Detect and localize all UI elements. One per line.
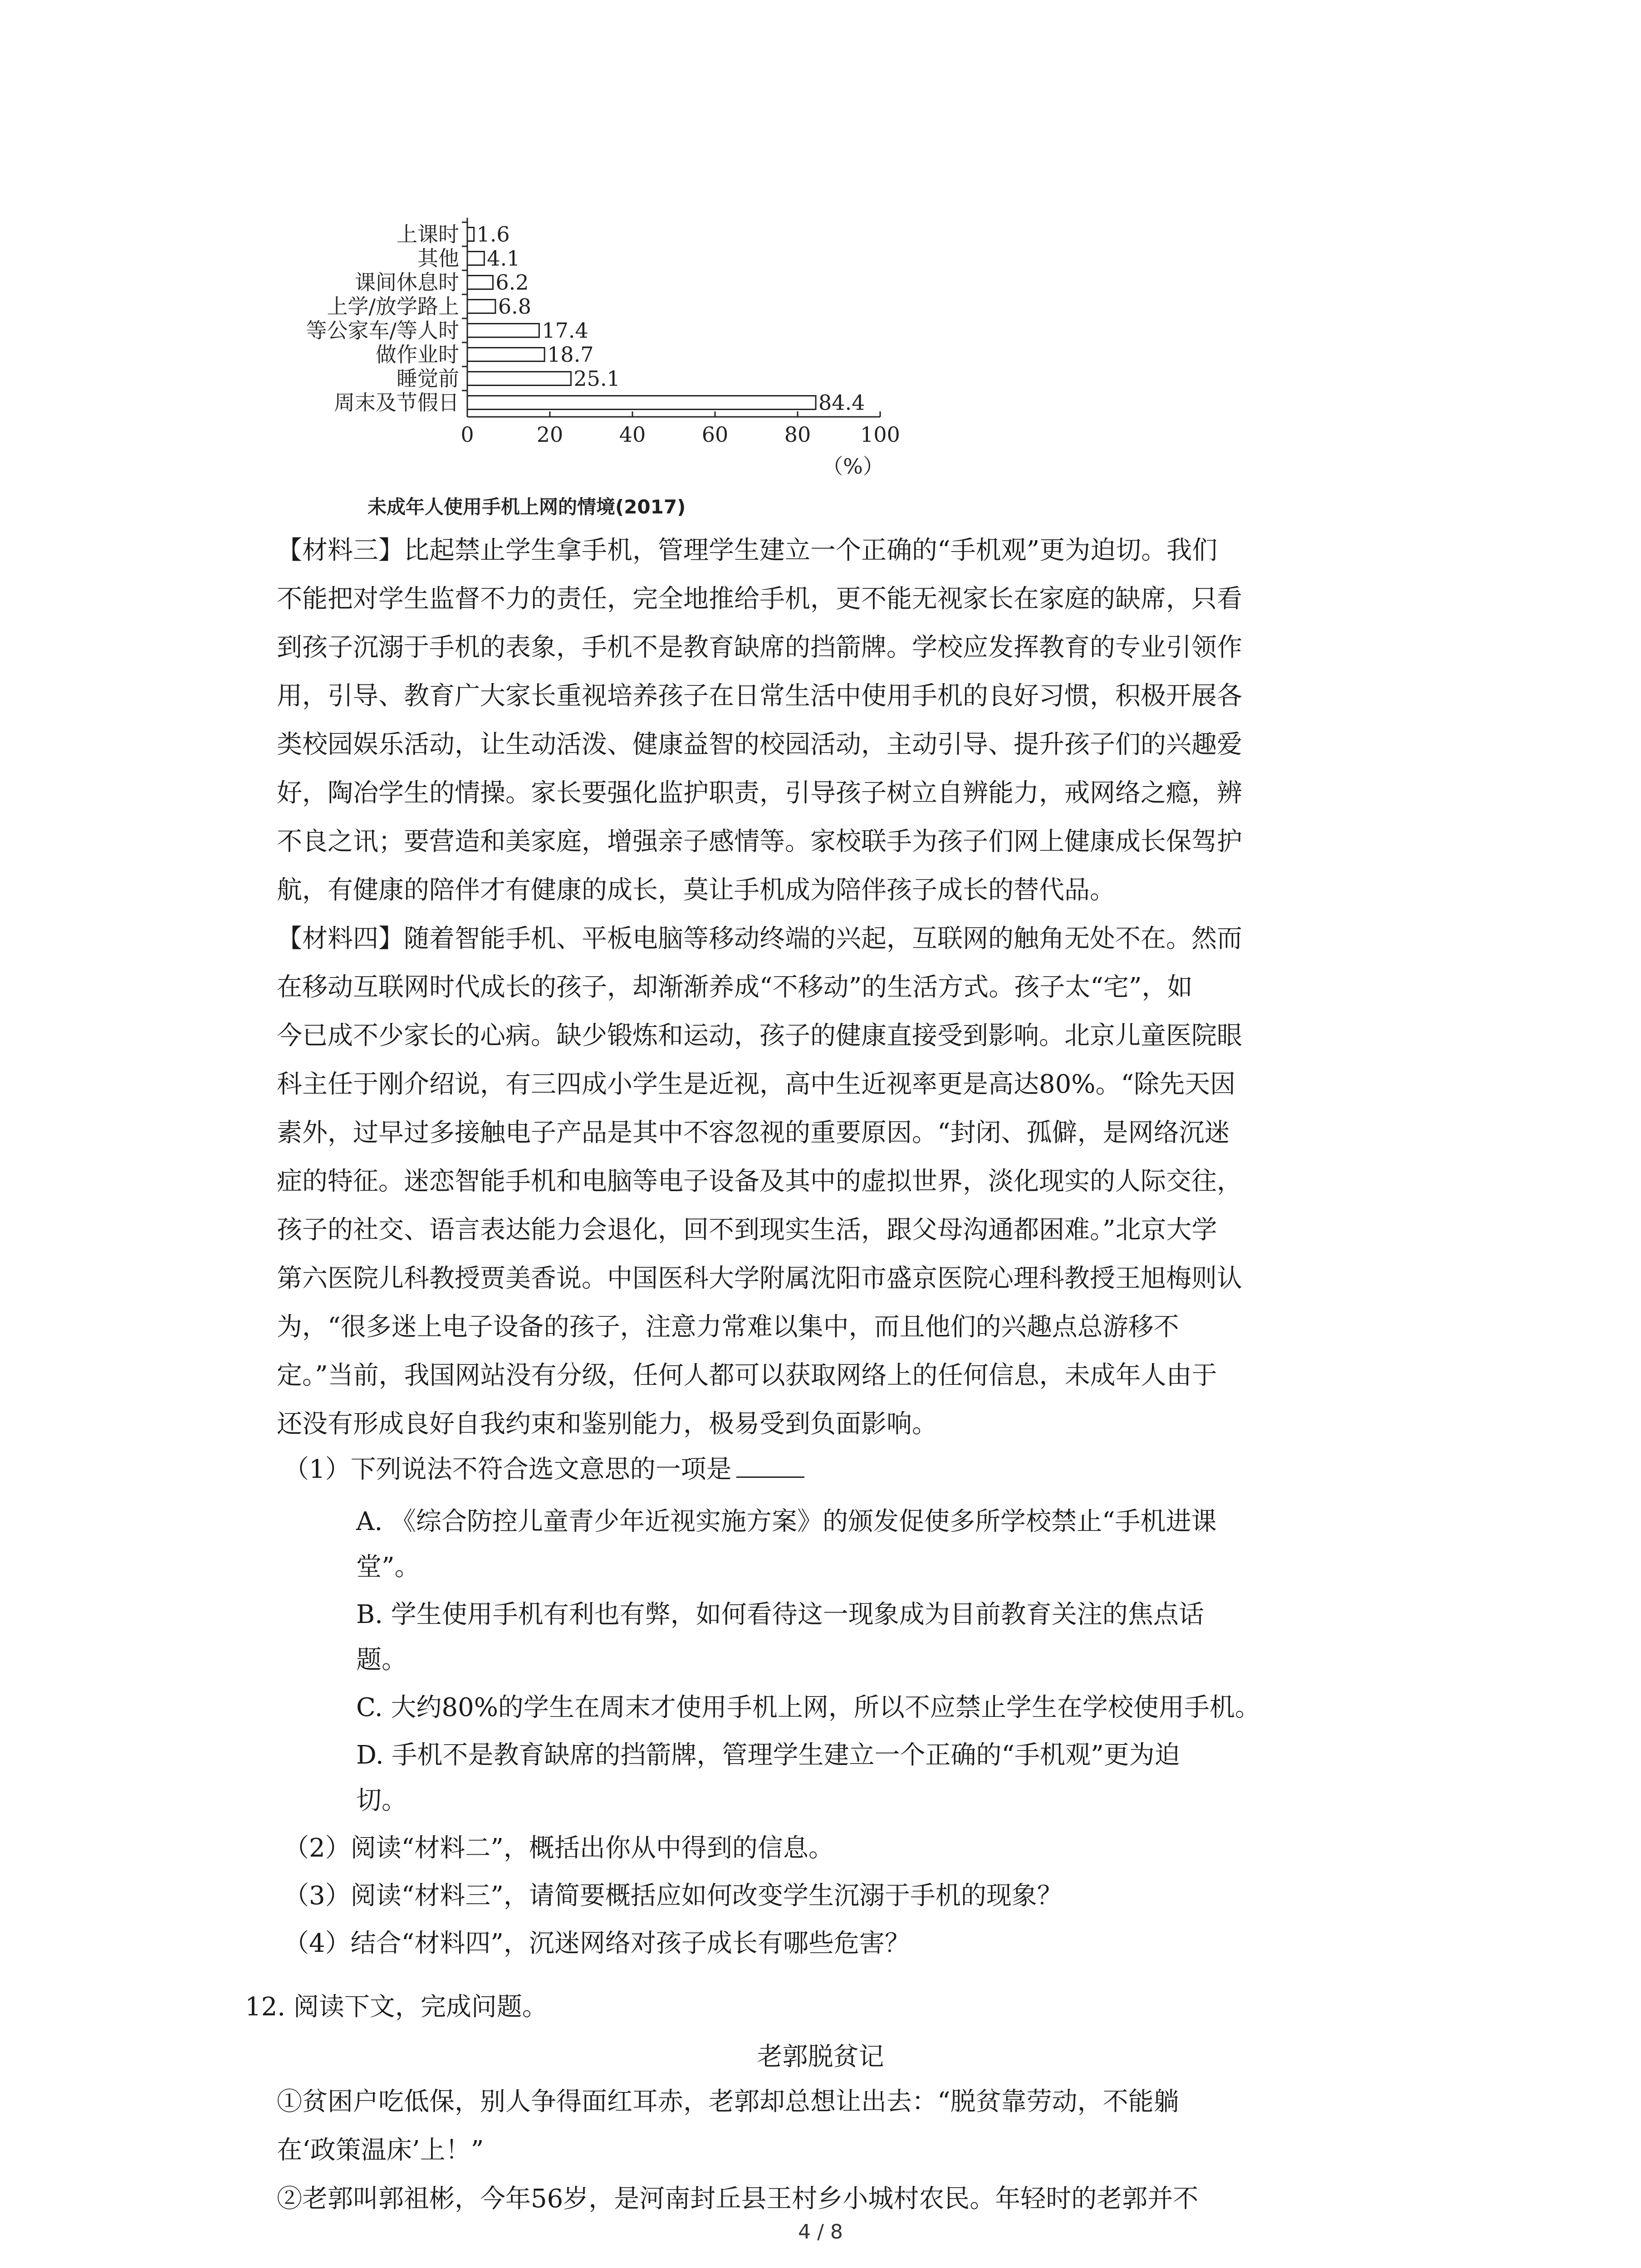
category-label: 周末及节假日 — [334, 390, 459, 415]
material-three-line: 航，有健康的陪伴才有健康的成长，莫让手机成为陪伴孩子成长的替代品。 — [277, 875, 1115, 905]
article-title: 老郭脱贫记 — [757, 2042, 884, 2072]
material-four-line: 为，“很多迷上电子设备的孩子，注意力常难以集中，而且他们的兴趣点总游移不 — [277, 1312, 1179, 1342]
bar — [467, 252, 484, 265]
option-a-line: A. 《综合防控儿童青少年近视实施方案》的颁发促使多所学校禁止“手机进课 — [356, 1507, 1217, 1536]
category-label: 其他 — [417, 246, 459, 271]
option-b-line: 题。 — [356, 1645, 407, 1675]
x-tick-label: 20 — [536, 422, 563, 447]
material-four-line: 还没有形成良好自我约束和鉴别能力，极易受到负面影响。 — [277, 1409, 937, 1439]
page-number: 4 / 8 — [798, 2220, 843, 2244]
x-axis-unit-label: （%） — [822, 454, 884, 479]
question-2: （2）阅读“材料二”，概括出你从中得到的信息。 — [284, 1833, 834, 1863]
value-label: 25.1 — [573, 366, 620, 391]
category-label: 睡觉前 — [397, 366, 459, 391]
category-label: 上学/放学路上 — [327, 294, 459, 319]
category-label: 课间休息时 — [355, 270, 459, 295]
option-d-line: D. 手机不是教育缺席的挡箭牌，管理学生建立一个正确的“手机观”更为迫 — [356, 1740, 1180, 1770]
bar — [467, 300, 495, 313]
bar — [467, 228, 474, 241]
bar — [467, 348, 544, 362]
x-tick-label: 80 — [784, 422, 811, 447]
article-paragraph-line: 在‘政策温床’上！” — [277, 2136, 484, 2165]
value-label: 17.4 — [542, 318, 588, 343]
x-tick-label: 40 — [619, 422, 646, 447]
material-four-line: 症的特征。迷恋智能手机和电脑等电子设备及其中的虚拟世界，淡化现实的人际交往， — [277, 1167, 1242, 1196]
material-three-line: 不能把对学生监督不力的责任，完全地推给手机，更不能无视家长在家庭的缺席，只看 — [277, 584, 1242, 614]
bar — [467, 372, 571, 386]
material-three-line: 用，引导、教育广大家长重视培养孩子在日常生活中使用手机的良好习惯，积极开展各 — [277, 681, 1242, 711]
question-1 — [284, 1452, 804, 1488]
x-tick-label: 100 — [860, 422, 900, 447]
bar — [467, 324, 539, 337]
section-12-heading: 12. 阅读下文，完成问题。 — [245, 1992, 548, 2022]
x-tick-label: 60 — [701, 422, 729, 447]
material-four-line: 定。”当前，我国网站没有分级，任何人都可以获取网络上的任何信息，未成年人由于 — [277, 1361, 1217, 1390]
material-three-line: 到孩子沉溺于手机的表象，手机不是教育缺席的挡箭牌。学校应发挥教育的专业引领作 — [277, 633, 1242, 662]
value-label: 4.1 — [487, 246, 520, 271]
bar-chart-svg — [254, 204, 1025, 479]
material-four-line: 今已成不少家长的心病。缺少锻炼和运动，孩子的健康直接受到影响。北京儿童医院眼 — [277, 1021, 1242, 1051]
option-c-line: C. 大约80%的学生在周末才使用手机上网，所以不应禁止学生在学校使用手机。 — [356, 1693, 1260, 1722]
question-3: （3）阅读“材料三”，请简要概括应如何改变学生沉溺于手机的现象？ — [284, 1881, 1063, 1911]
category-label: 上课时 — [397, 222, 459, 247]
option-d-line: 切。 — [356, 1786, 407, 1815]
x-tick-label: 0 — [460, 422, 474, 447]
category-label: 等公家车/等人时 — [306, 318, 459, 343]
chart-title: 未成年人使用手机上网的情境(2017) — [367, 496, 686, 518]
material-four-line: 【材料四】随着智能手机、平板电脑等移动终端的兴起，互联网的触角无处不在。然而 — [277, 924, 1242, 953]
value-label: 1.6 — [476, 222, 510, 247]
value-label: 6.2 — [495, 270, 529, 295]
material-three-line: 【材料三】比起禁止学生拿手机，管理学生建立一个正确的“手机观”更为迫切。我们 — [277, 536, 1218, 565]
option-a-line: 堂”。 — [356, 1552, 420, 1582]
material-four-line: 科主任于刚介绍说，有三四成小学生是近视，高中生近视率更是高达80%。“除先天因 — [277, 1070, 1236, 1099]
material-four-line: 素外，过早过多接触电子产品是其中不容忽视的重要原因。“封闭、孤僻，是网络沉迷 — [277, 1118, 1230, 1148]
material-three-line: 类校园娱乐活动，让生动活泼、健康益智的校园活动，主动引导、提升孩子们的兴趣爱 — [277, 730, 1242, 759]
bar — [467, 396, 816, 410]
material-four-line: 第六医院儿科教授贾美香说。中国医科大学附属沈阳市盛京医院心理科教授王旭梅则认 — [277, 1264, 1242, 1293]
material-four-line: 孩子的社交、语言表达能力会退化，回不到现实生活，跟父母沟通都困难。”北京大学 — [277, 1215, 1217, 1245]
material-three-line: 好，陶冶学生的情操。家长要强化监护职责，引导孩子树立自辨能力，戒网络之瘾，辨 — [277, 778, 1242, 808]
category-label: 做作业时 — [376, 342, 459, 367]
question-4: （4）结合“材料四”，沉迷网络对孩子成长有哪些危害？ — [284, 1929, 910, 1958]
option-b-line: B. 学生使用手机有利也有弊，如何看待这一现象成为目前教育关注的焦点话 — [356, 1600, 1204, 1629]
material-four-line: 在移动互联网时代成长的孩子，却渐渐养成“不移动”的生活方式。孩子太“宅”，如 — [277, 973, 1193, 1002]
article-paragraph-line: ①贫困户吃低保，别人争得面红耳赤，老郭却总想让出去：“脱贫靠劳动，不能躺 — [277, 2087, 1179, 2116]
material-three-line: 不良之讯；要营造和美家庭，增强亲子感情等。家校联手为孩子们网上健康成长保驾护 — [277, 827, 1242, 856]
usage-scenario-chart — [254, 204, 1025, 531]
article-paragraph-line: ②老郭叫郭祖彬，今年56岁，是河南封丘县王村乡小城村农民。年轻时的老郭并不 — [277, 2184, 1199, 2214]
value-label: 18.7 — [547, 342, 594, 367]
bar — [467, 276, 493, 289]
answer-blank[interactable] — [736, 1454, 804, 1478]
value-label: 84.4 — [818, 390, 865, 415]
question-1-text: （1）下列说法不符合选文意思的一项是 — [284, 1455, 732, 1484]
value-label: 6.8 — [498, 294, 532, 319]
